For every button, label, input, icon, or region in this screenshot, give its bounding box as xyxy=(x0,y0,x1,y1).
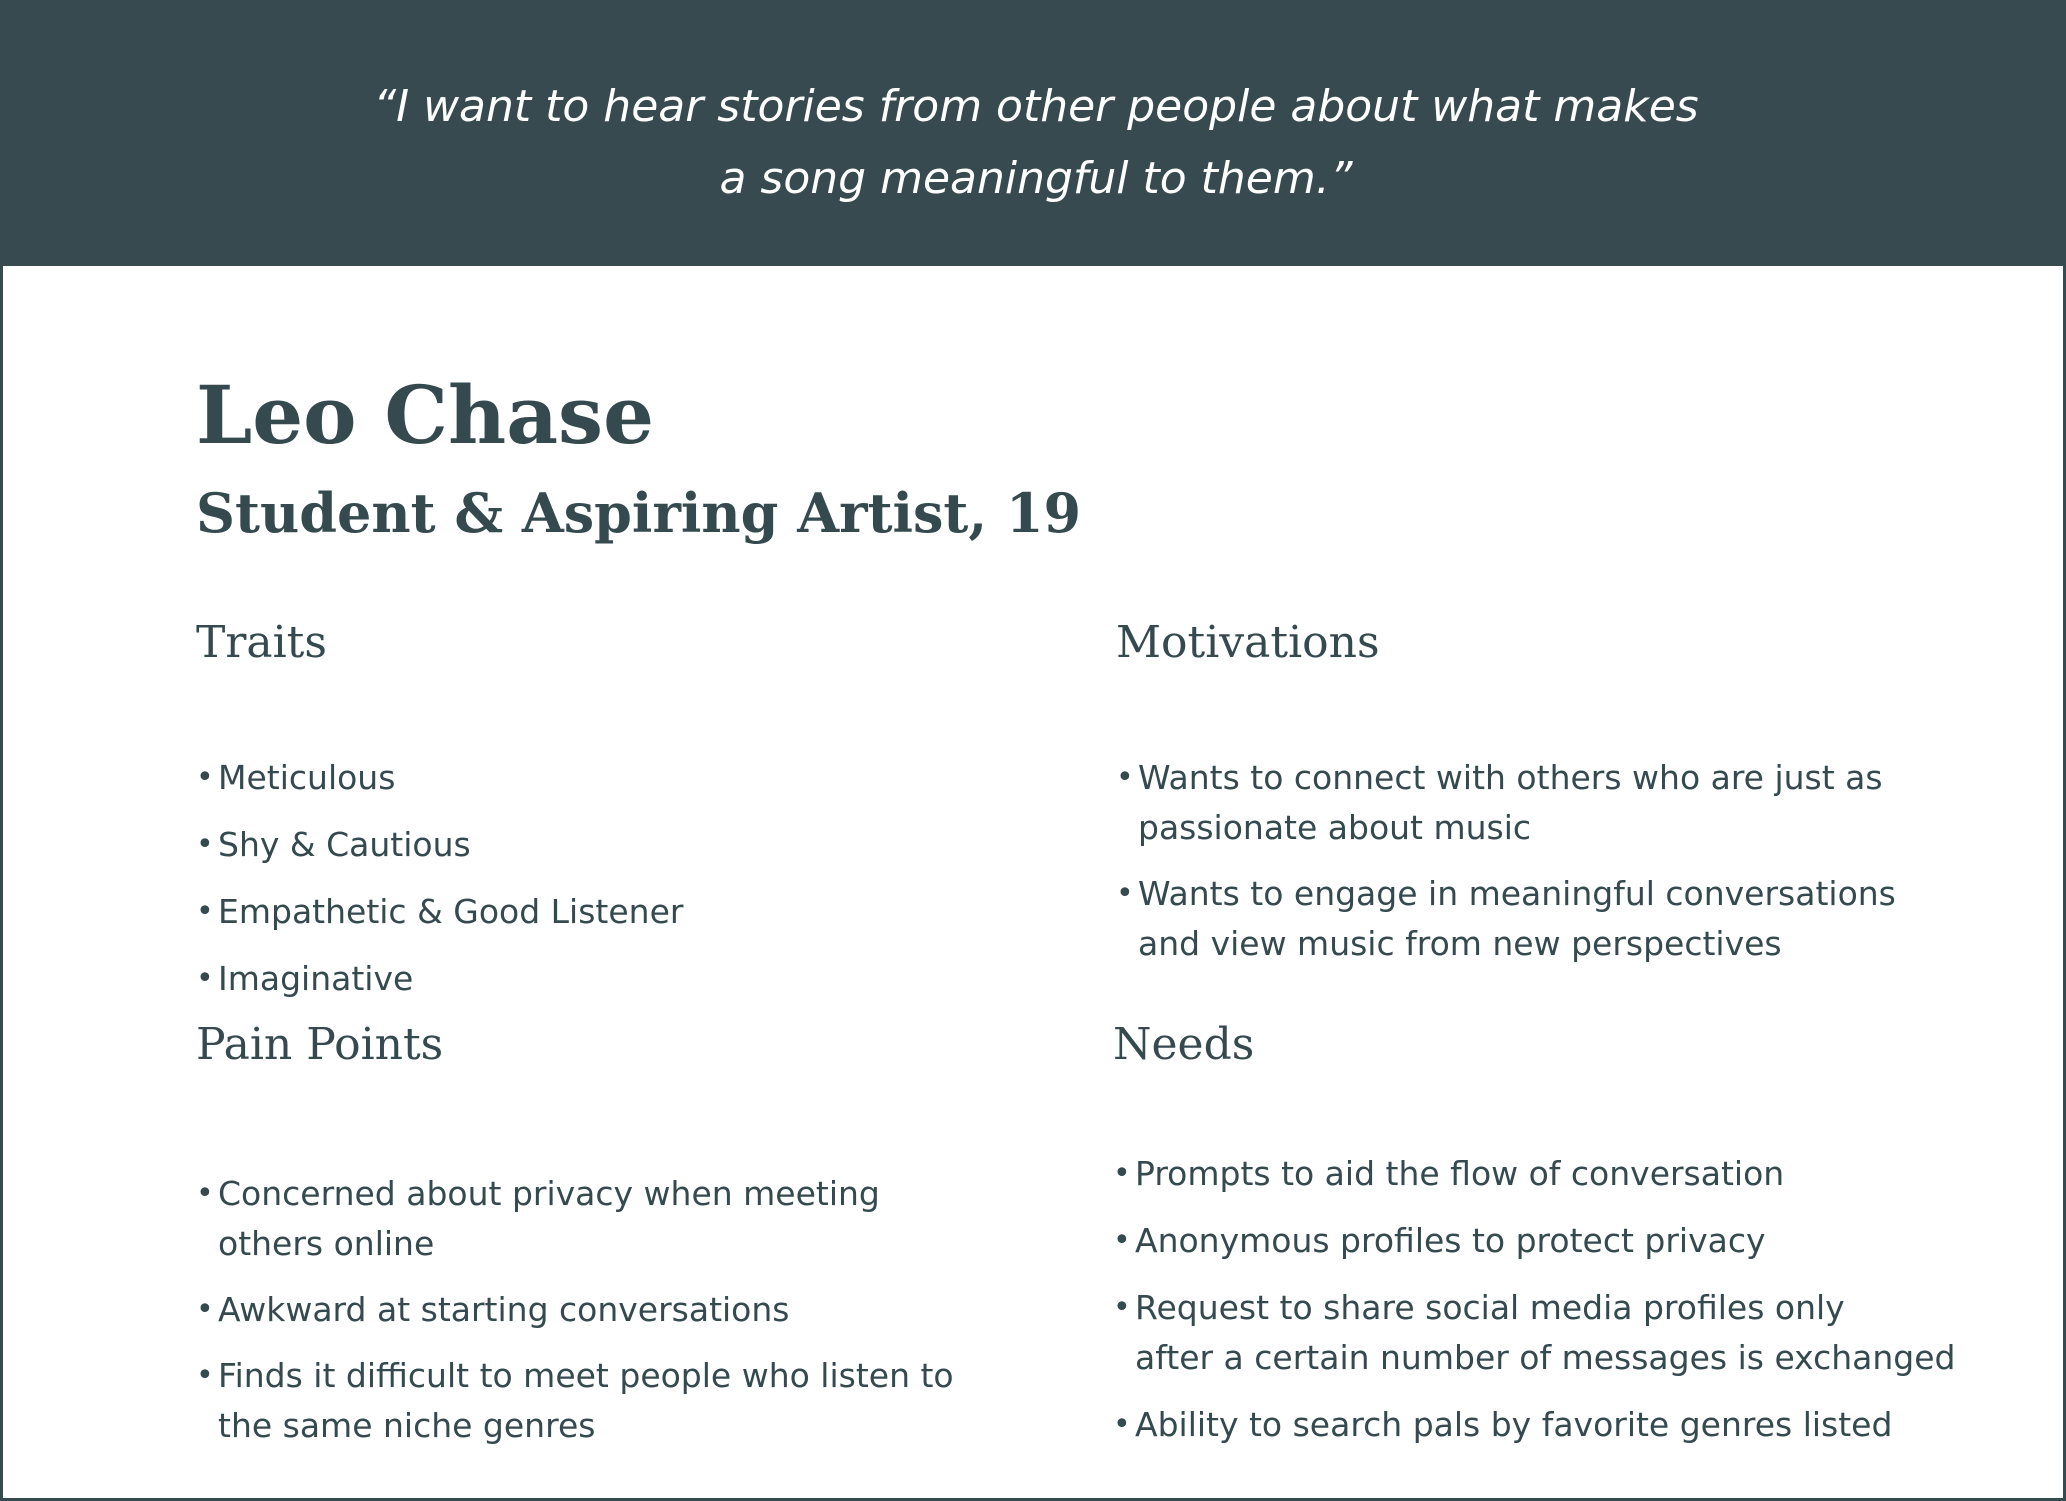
list-item-line: • Ability to search pals by favorite genres listed xyxy=(1135,1405,1893,1444)
list-item xyxy=(196,1351,1096,1451)
list-item-line: • Wants to connect with others who are just as xyxy=(1138,758,1883,797)
list-item-line: • Shy & Cautious xyxy=(218,825,471,864)
list-item xyxy=(1113,1149,2053,1199)
list-item-line: • Wants to engage in meaningful conversations xyxy=(1138,874,1896,913)
list-item xyxy=(196,1285,1096,1335)
persona-name: Leo Chase xyxy=(196,368,654,462)
list-item-line: • Imaginative xyxy=(218,959,414,998)
list-item xyxy=(196,887,1016,937)
list-item xyxy=(1116,869,2016,969)
list-item-line: • Request to share social media profiles only xyxy=(1135,1288,1845,1327)
motivations-heading: Motivations xyxy=(1116,617,1380,668)
quote-line-2: a song meaningful to them.” xyxy=(719,153,1353,204)
motivations-list xyxy=(1116,753,2016,969)
pain-points-heading: Pain Points xyxy=(196,1019,444,1070)
pain-points-list xyxy=(196,1169,1096,1451)
persona-role: Student & Aspiring Artist, 19 xyxy=(196,481,1082,545)
needs-list xyxy=(1113,1149,2053,1450)
list-item xyxy=(1113,1400,2053,1450)
list-item xyxy=(196,753,1016,803)
list-item-line: after a certain number of messages is exchanged xyxy=(1135,1338,1956,1377)
pain-points-section xyxy=(196,1017,1096,1467)
persona-quote xyxy=(3,71,2066,215)
list-item xyxy=(1116,753,2016,853)
list-item-line: passionate about music xyxy=(1138,808,1532,847)
list-item xyxy=(1113,1283,2053,1383)
traits-heading: Traits xyxy=(196,617,327,668)
list-item-line: • Anonymous profiles to protect privacy xyxy=(1135,1221,1766,1260)
list-item xyxy=(196,954,1016,1004)
list-item xyxy=(196,1169,1096,1269)
list-item xyxy=(196,820,1016,870)
list-item-line: • Prompts to aid the flow of conversation xyxy=(1135,1154,1785,1193)
list-item-line: • Finds it difficult to meet people who listen to xyxy=(218,1356,954,1395)
traits-section xyxy=(196,615,1016,1021)
list-item-line: • Awkward at starting conversations xyxy=(218,1290,790,1329)
list-item-line: the same niche genres xyxy=(218,1406,596,1445)
list-item-line: others online xyxy=(218,1224,435,1263)
list-item xyxy=(1113,1216,2053,1266)
list-item-line: • Meticulous xyxy=(218,758,396,797)
motivations-section xyxy=(1116,615,2016,985)
list-item-line: and view music from new perspectives xyxy=(1138,924,1782,963)
traits-list xyxy=(196,753,1016,1004)
quote-banner xyxy=(3,3,2066,266)
list-item-line: • Concerned about privacy when meeting xyxy=(218,1174,880,1213)
list-item-line: • Empathetic & Good Listener xyxy=(218,892,684,931)
needs-section xyxy=(1113,1017,2053,1467)
quote-line-1: “I want to hear stories from other people about what makes xyxy=(373,81,1699,132)
needs-heading: Needs xyxy=(1113,1019,1255,1070)
